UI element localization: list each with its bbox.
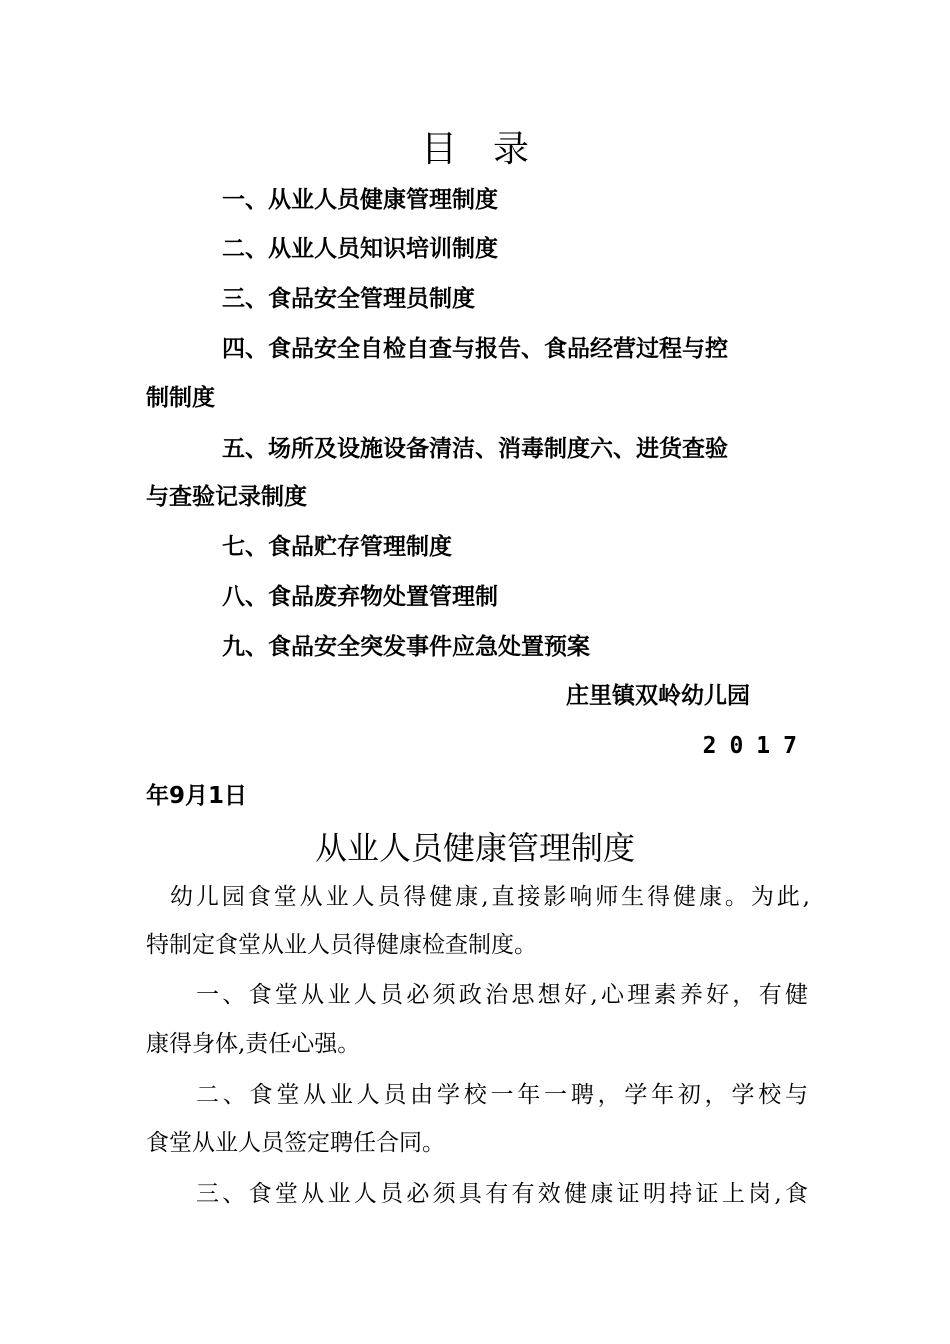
toc-item-3: 三、食品安全管理员制度 (222, 286, 475, 312)
toc-item-7: 七、食品贮存管理制度 (222, 534, 452, 560)
body-paragraph-line: 二、食堂从业人员由学校一年一聘，学年初，学校与 (196, 1082, 808, 1108)
toc-item-4-continued: 制制度 (146, 385, 215, 411)
toc-title: 目 录 (420, 129, 529, 170)
body-paragraph-line: 康得身体,责任心强。 (146, 1031, 361, 1057)
date-year: 2017 (702, 733, 810, 759)
body-paragraph-line: 三、食堂从业人员必须具有有效健康证明持证上岗,食 (196, 1181, 808, 1207)
body-paragraph-line: 特制定食堂从业人员得健康检查制度。 (146, 932, 537, 958)
section-title: 从业人员健康管理制度 (314, 829, 635, 867)
body-paragraph-line: 幼儿园食堂从业人员得健康,直接影响师生得健康。为此, (170, 884, 810, 910)
toc-item-2: 二、从业人员知识培训制度 (222, 236, 498, 262)
toc-item-8: 八、食品废弃物处置管理制 (222, 584, 498, 610)
body-paragraph-line: 食堂从业人员签定聘任合同。 (146, 1130, 445, 1156)
toc-item-9: 九、食品安全突发事件应急处置预案 (222, 634, 590, 660)
toc-item-4: 四、食品安全自检自查与报告、食品经营过程与控 (222, 336, 728, 362)
toc-item-5-continued: 与查验记录制度 (146, 484, 307, 510)
toc-item-1: 一、从业人员健康管理制度 (222, 187, 498, 213)
date-month-day: 年9月1日 (146, 783, 248, 809)
toc-item-5: 五、场所及设施设备清洁、消毒制度六、进货查验 (222, 436, 728, 462)
school-name: 庄里镇双岭幼儿园 (566, 683, 750, 709)
body-paragraph-line: 一、食堂从业人员必须政治思想好,心理素养好，有健 (196, 982, 808, 1008)
